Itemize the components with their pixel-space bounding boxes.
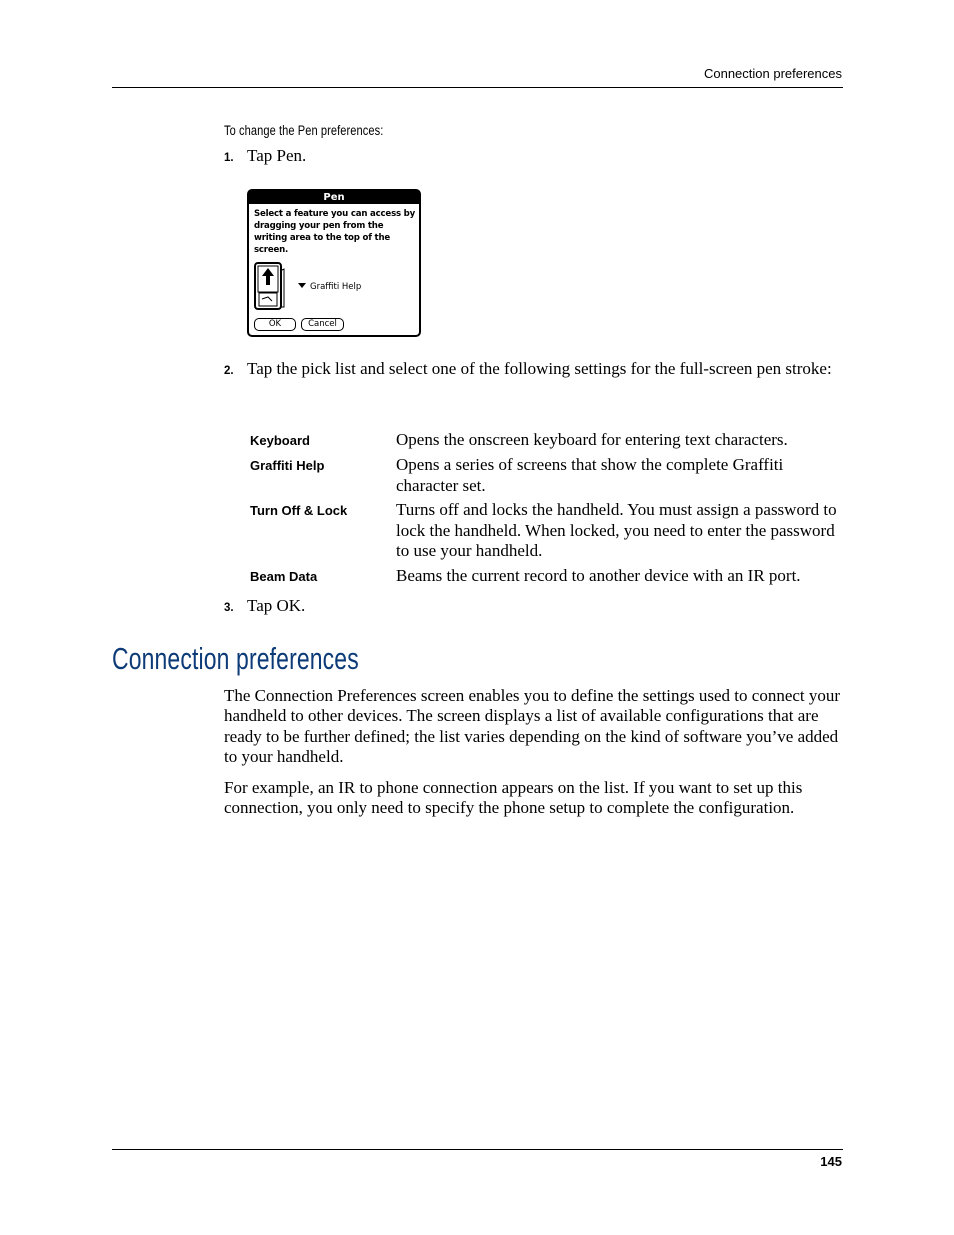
step-text: Tap the pick list and select one of the following settings for the full-screen pen stroke:: [247, 359, 832, 378]
setting-term: Turn Off & Lock: [250, 503, 348, 518]
setting-description: Beams the current record to another device with an IR port.: [396, 566, 801, 585]
running-header: Connection preferences: [703, 66, 842, 81]
dropdown-arrow-icon: [298, 283, 306, 288]
setting-description: Opens the onscreen keyboard for entering text characters.: [396, 430, 788, 449]
section-paragraph: For example, an IR to phone connection appears on the list. If you want to set up this connection, you only need to specify the phone setup to complete the configuration.: [224, 778, 803, 818]
cancel-button[interactable]: Cancel: [301, 318, 344, 331]
dialog-message: Select a feature you can access by dragging your pen from the writing area to the top of the screen.: [254, 209, 416, 255]
feature-picker[interactable]: [298, 282, 361, 292]
dialog-title: Pen: [249, 191, 419, 204]
step-number: 1.: [224, 152, 234, 164]
setting-term: Graffiti Help: [250, 458, 325, 473]
setting-term: Keyboard: [250, 433, 310, 448]
step-text: Tap OK.: [247, 596, 306, 615]
page-number: 145: [820, 1154, 842, 1169]
header-rule: [112, 87, 843, 88]
setting-term: Beam Data: [250, 569, 318, 584]
step-number: 2.: [224, 365, 234, 377]
step-text: Tap Pen.: [247, 146, 307, 165]
pen-stroke-illustration-icon: [254, 261, 286, 311]
step-number: 3.: [224, 602, 234, 614]
section-title: Connection preferences: [112, 641, 359, 676]
setting-description: Turns off and locks the handheld. You must assign a password to lock the handheld. When locked, you need to enter the password to use your handheld.: [396, 500, 837, 560]
ok-button[interactable]: OK: [254, 318, 296, 331]
pen-preferences-dialog: [247, 189, 421, 337]
setting-description: Opens a series of screens that show the complete Graffiti character set.: [396, 455, 784, 495]
picker-value: Graffiti Help: [310, 282, 362, 292]
section-paragraph: The Connection Preferences screen enables you to define the settings used to connect your handheld to other devices. The screen displays a list of available configurations that are ready to be further defined; the list varies depending on the kind of software you’ve added to your handheld.: [224, 686, 841, 766]
footer-rule: [112, 1149, 843, 1150]
procedure-title: To change the Pen preferences:: [224, 123, 384, 138]
